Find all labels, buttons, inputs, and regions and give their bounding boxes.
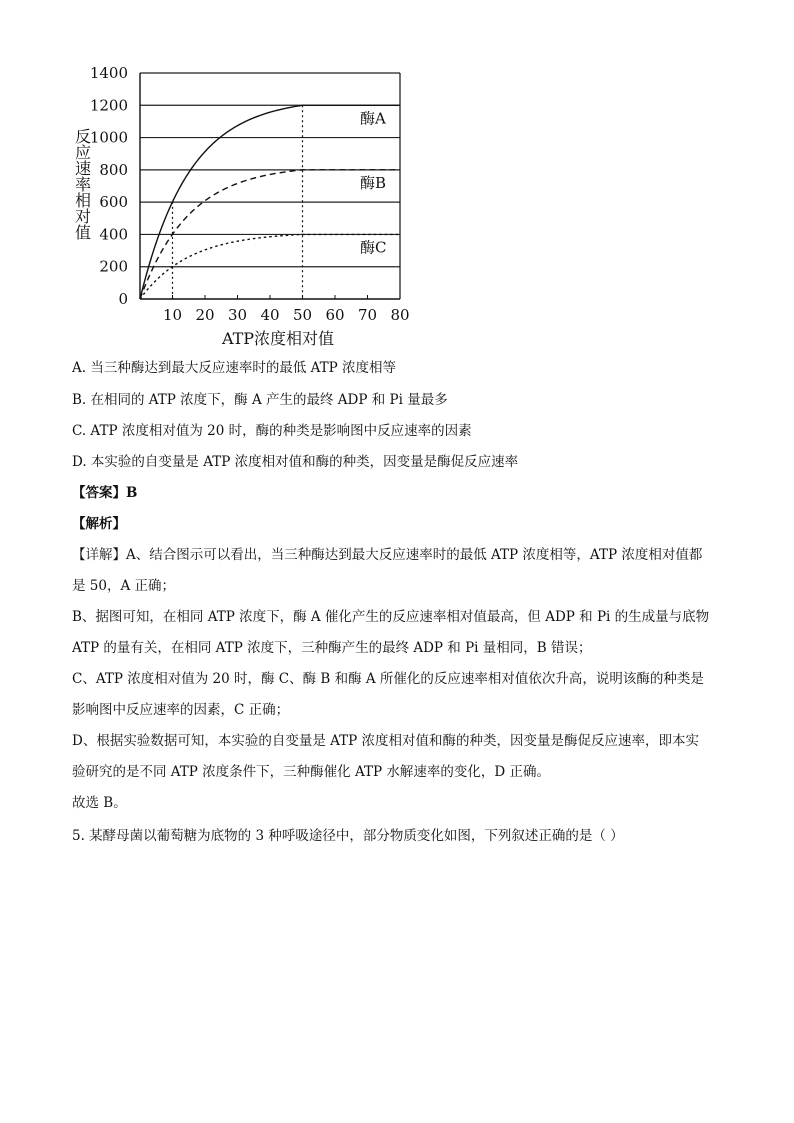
explanation-line: 影响图中反应速率的因素，C 正确； [72,702,290,718]
series-label-enzyme-c: 酶C [360,238,387,257]
option-c: C. ATP 浓度相对值为 20 时，酶的种类是影响图中反应速率的因素 [72,423,472,439]
y-tick-label: 800 [99,160,128,179]
y-tick-label: 0 [118,290,128,308]
explanation-line: B、据图可知，在相同 ATP 浓度下，酶 A 催化产生的反应速率相对值最高，但 ADP 和 Pi 的生成量与底物 [72,609,710,625]
x-tick-label: 70 [357,306,378,324]
series-label-enzyme-a: 酶A [360,109,386,128]
answer: 【答案】B [72,485,138,501]
explanation-line: 是 50，A 正确； [72,578,176,594]
option-b: B. 在相同的 ATP 浓度下，酶 A 产生的最终 ADP 和 Pi 量最多 [72,392,448,408]
series-label-enzyme-b: 酶B [360,173,387,192]
option-a: A. 当三种酶达到最大反应速率时的最低 ATP 浓度相等 [72,360,397,376]
explanation-line: C、ATP 浓度相对值为 20 时，酶 C、酶 B 和酶 A 所催化的反应速率相对值依次升高，说明该酶的种类是 [72,671,704,687]
x-tick-label: 60 [325,306,345,324]
x-tick-label: 30 [227,306,248,324]
y-tick-label: 1400 [89,64,128,82]
explanation-line: 【详解】A、结合图示可以看出，当三种酶达到最大反应速率时的最低 ATP 浓度相等，ATP 浓度相对值都 [72,547,703,563]
x-tick-label: 40 [260,306,280,324]
explanation-line: 验研究的是不同 ATP 浓度条件下，三种酶催化 ATP 水解速率的变化，D 正确。 [72,764,550,780]
explanation-line: ATP 的量有关，在相同 ATP 浓度下，三种酶产生的最终 ADP 和 Pi 量相同，B 错误； [72,640,592,656]
x-axis-label: ATP浓度相对值 [221,329,335,348]
x-tick-label: 50 [292,306,313,324]
analysis-heading: 【解析】 [72,516,126,532]
x-tick-label: 80 [390,306,410,324]
next-question: 5. 某酵母菌以葡萄糖为底物的 3 种呼吸途径中，部分物质变化如图，下列叙述正确的是（ ） [72,828,624,844]
y-tick-label: 400 [99,225,128,244]
y-tick-label: 1200 [89,96,128,115]
explanation-line: 故选 B。 [72,795,127,811]
reaction-rate-chart [68,58,418,353]
y-tick-label: 600 [99,193,128,212]
option-d: D. 本实验的自变量是 ATP 浓度相对值和酶的种类，因变量是酶促反应速率 [72,454,519,470]
y-tick-label: 1000 [89,128,128,147]
y-axis-label: 反应速率相对值 [72,128,92,240]
x-tick-label: 10 [162,306,183,324]
explanation-line: D、根据实验数据可知，本实验的自变量是 ATP 浓度相对值和酶的种类，因变量是酶促反应速率，即本实 [72,733,700,749]
y-tick-label: 200 [99,257,128,276]
tick-labels [90,64,410,324]
x-tick-label: 20 [195,306,215,324]
